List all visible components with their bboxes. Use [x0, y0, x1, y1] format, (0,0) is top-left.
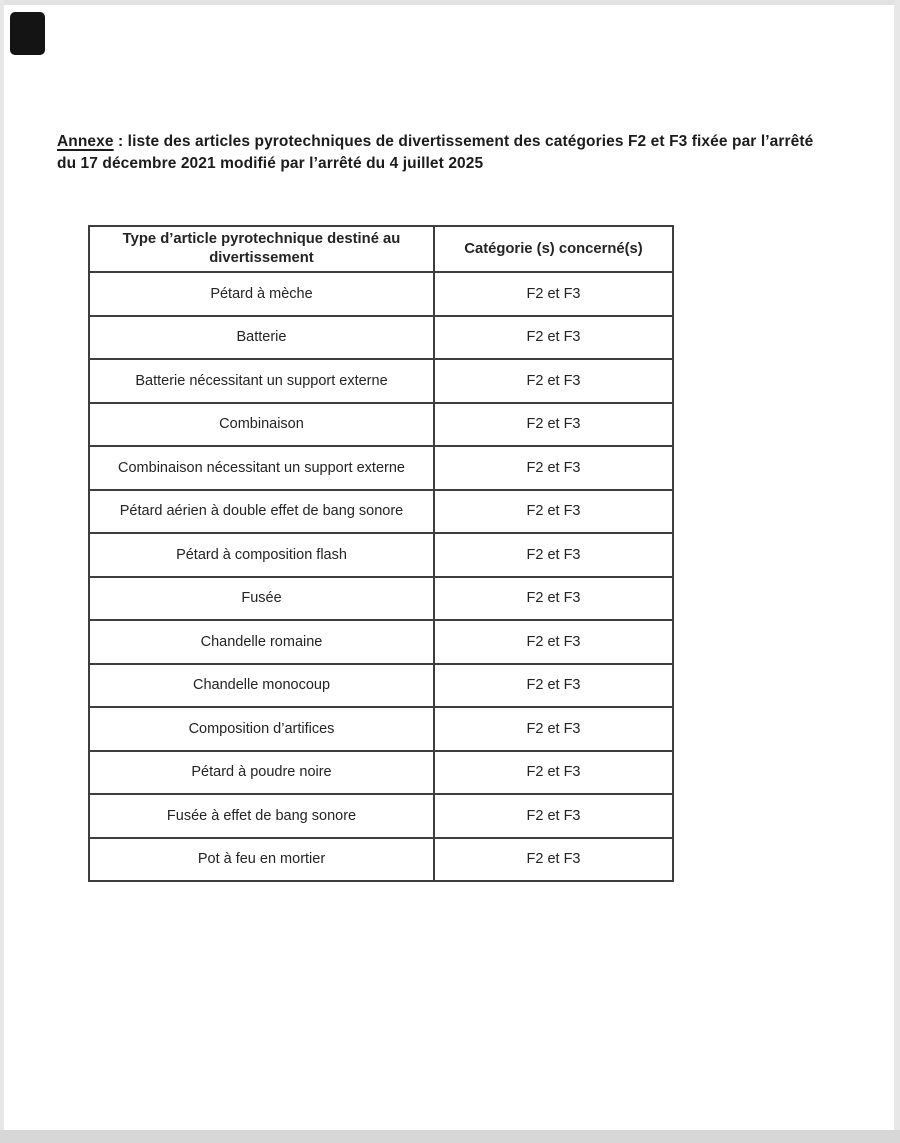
article-type-cell: Combinaison nécessitant un support externe — [89, 446, 434, 490]
category-cell: F2 et F3 — [434, 316, 673, 360]
article-type-cell: Fusée à effet de bang sonore — [89, 794, 434, 838]
category-cell: F2 et F3 — [434, 359, 673, 403]
heading-line1-rest: : liste des articles pyrotechniques de divertissement des catégories F2 et F3 fixée par l’arrêté — [113, 133, 814, 150]
table-row — [89, 751, 673, 795]
category-cell: F2 et F3 — [434, 794, 673, 838]
category-cell: F2 et F3 — [434, 838, 673, 882]
article-type-cell: Batterie — [89, 316, 434, 360]
category-cell: F2 et F3 — [434, 533, 673, 577]
category-cell: F2 et F3 — [434, 751, 673, 795]
article-type-cell: Pétard à composition flash — [89, 533, 434, 577]
table-row — [89, 490, 673, 534]
article-type-cell: Chandelle romaine — [89, 620, 434, 664]
table-row — [89, 446, 673, 490]
table-row — [89, 707, 673, 751]
category-cell: F2 et F3 — [434, 403, 673, 447]
article-type-cell: Combinaison — [89, 403, 434, 447]
article-type-cell: Pot à feu en mortier — [89, 838, 434, 882]
annexe-label: Annexe — [57, 133, 114, 150]
article-type-cell: Pétard à poudre noire — [89, 751, 434, 795]
column-header-category: Catégorie (s) concerné(s) — [434, 226, 673, 272]
column-header-article-type: Type d’article pyrotechnique destiné au divertissement — [89, 226, 434, 272]
table-row — [89, 403, 673, 447]
table-row — [89, 316, 673, 360]
table-row — [89, 620, 673, 664]
category-cell: F2 et F3 — [434, 620, 673, 664]
heading-line2: du 17 décembre 2021 modifié par l’arrêté du 4 juillet 2025 — [57, 154, 484, 172]
article-type-cell: Pétard à mèche — [89, 272, 434, 316]
category-cell: F2 et F3 — [434, 707, 673, 751]
table-row — [89, 794, 673, 838]
table-header-row — [89, 226, 673, 272]
category-cell: F2 et F3 — [434, 272, 673, 316]
table-row — [89, 533, 673, 577]
article-type-cell: Chandelle monocoup — [89, 664, 434, 708]
table-row — [89, 359, 673, 403]
article-type-cell: Composition d’artifices — [89, 707, 434, 751]
article-type-cell: Fusée — [89, 577, 434, 621]
category-cell: F2 et F3 — [434, 664, 673, 708]
table-row — [89, 577, 673, 621]
category-cell: F2 et F3 — [434, 490, 673, 534]
category-cell: F2 et F3 — [434, 446, 673, 490]
table-row — [89, 838, 673, 882]
category-cell: F2 et F3 — [434, 577, 673, 621]
table-row — [89, 664, 673, 708]
table-row — [89, 272, 673, 316]
pyrotechnic-articles-table — [88, 225, 674, 882]
annex-heading — [57, 131, 855, 174]
article-type-cell: Batterie nécessitant un support externe — [89, 359, 434, 403]
article-type-cell: Pétard aérien à double effet de bang sonore — [89, 490, 434, 534]
